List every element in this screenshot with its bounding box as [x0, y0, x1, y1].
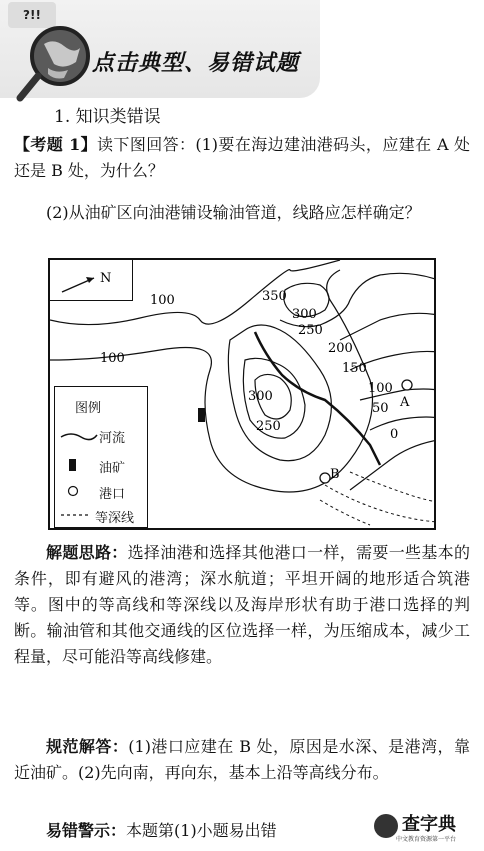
contour-label: 100 — [150, 293, 175, 308]
analysis-text: 选择油港和选择其他港口一样，需要一些基本的条件，即有避风的港湾；深水航道；平坦开阔的地形适合筑港等。图中的等高线和等深线以及海岸形状有助于港口选择的判断。输油管和其他交通线的区位选择一样，为压缩成本，减少工程量，尽可能沿等高线修建。 — [14, 543, 470, 666]
contour-label: 300 — [292, 307, 317, 322]
analysis-paragraph — [14, 540, 470, 670]
question-tag: 【考题 1】 — [14, 135, 98, 154]
answer-lead: 规范解答： — [46, 737, 129, 756]
warning-lead: 易错警示： — [46, 821, 127, 840]
contour-label: 0 — [390, 427, 399, 442]
legend-item-port: 港口 — [99, 487, 126, 502]
contour-label: 200 — [328, 341, 353, 356]
contour-label: 300 — [248, 389, 273, 404]
contour-label: 50 — [372, 401, 389, 416]
port-b-icon — [320, 473, 330, 483]
answer-text: (1)港口应建在 B 处，原因是水深、是港湾，靠近油矿。(2)先向南，再向东，基本上沿等高线分布。 — [14, 737, 470, 782]
logo-sub-text: 中文教育资源第一平台 — [396, 836, 457, 843]
header-banner — [0, 0, 484, 98]
question-part1-text: 读下图回答：(1)要在海边建油港码头，应建在 A 处还是 B 处，为什么？ — [14, 135, 470, 180]
legend-item-isobath: 等深线 — [95, 511, 135, 526]
port-a-icon — [402, 380, 412, 390]
contour-label: 350 — [262, 289, 287, 304]
logo-main-text: 查字典 — [402, 814, 456, 835]
legend-port-icon — [69, 487, 78, 496]
contour-label: 250 — [298, 323, 323, 338]
question-part2: (2)从油矿区向油港铺设输油管道，线路应怎样确定？ — [46, 203, 421, 222]
contour-label: 250 — [256, 419, 281, 434]
river-line — [255, 332, 380, 465]
question-part1 — [14, 132, 470, 184]
site-logo — [372, 808, 482, 850]
banner-badge: ?!! — [8, 2, 56, 28]
north-box — [50, 260, 133, 301]
point-a-label: A — [400, 395, 410, 410]
legend-item-river: 河流 — [99, 431, 126, 446]
legend-river-icon — [61, 434, 97, 440]
graduation-cap-icon — [374, 814, 398, 838]
north-label: N — [100, 271, 112, 286]
warning-text: 本题第(1)小题易出错 — [126, 821, 277, 840]
contour-label: 100 — [368, 381, 393, 396]
oil-mine-icon — [198, 408, 205, 422]
legend-oil-icon — [69, 459, 76, 471]
legend-item-oil: 油矿 — [99, 461, 126, 476]
analysis-lead: 解题思路： — [46, 543, 128, 562]
map-legend — [54, 386, 148, 528]
contour-label: 100 — [100, 351, 125, 366]
point-b-label: B — [330, 467, 340, 482]
banner-title: 点击典型、易错试题 — [92, 51, 300, 76]
warning-paragraph — [14, 818, 374, 844]
legend-title: 图例 — [75, 401, 102, 416]
magnifier-globe-icon — [14, 18, 104, 108]
section-title: 1. 知识类错误 — [54, 107, 161, 127]
answer-paragraph — [14, 734, 470, 786]
contour-label: 150 — [342, 361, 367, 376]
